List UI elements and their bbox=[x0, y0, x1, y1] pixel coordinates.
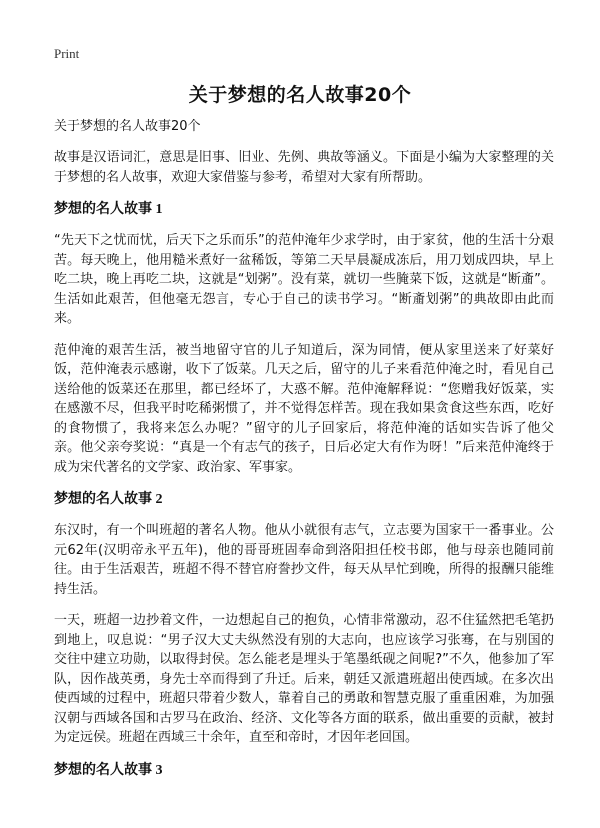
section-1-paragraph-2: 范仲淹的艰苦生活，被当地留守官的儿子知道后，深为同情，便从家里送来了好菜好饭，范仲淹表示感谢，收下了饭菜。几天之后，留守的儿子来看范仲淹之时，看见自己送给他的饭菜还在那里，都已经坏了，大惑不解。范仲淹解释说：“您赠我好饭菜，实在感激不尽，但我平时吃稀粥惯了，并不觉得怎样苦。现在我如果贪食这些东西，吃好的食物惯了，我将来怎么办呢？”留守的儿子回家后，将范仲淹的话如实告诉了他父亲。他父亲夸奖说：“真是一个有志气的孩子，日后必定大有作为呀！”后来范仲淹终于成为宋代著名的文学家、政治家、军事家。 bbox=[54, 342, 554, 475]
intro-paragraph: 故事是汉语词汇，意思是旧事、旧业、先例、典故等涵义。下面是小编为大家整理的关于梦想的名人故事，欢迎大家借鉴与参考，希望对大家有所帮助。 bbox=[54, 150, 554, 185]
section-heading-1: 梦想的名人故事 1 bbox=[54, 202, 163, 217]
section-2-paragraph-2: 一天，班超一边抄着文件，一边想起自己的抱负，心情非常激动，忍不住猛然把毛笔扔到地上，叹息说：“男子汉大丈夫纵然没有别的大志向，也应该学习张骞，在与别国的交往中建立功勋，以取得封侯。怎么能老是埋头于笔墨纸砚之间呢?”不久，他参加了军队，因作战英勇，身先士卒而得到了升迁。后来，朝廷又派遣班超出使西域。在多次出使西域的过程中，班超只带着少数人，靠着自己的勇敢和智慧克服了重重困难，为加强汉朝与西域各国和古罗马在政治、经济、文化等各方面的联系，做出重要的贡献，被封为定远侯。班超在西域三十余年，直至和帝时，才因年老回国。 bbox=[54, 613, 554, 745]
document-body bbox=[54, 118, 554, 792]
section-heading-3: 梦想的名人故事 3 bbox=[54, 762, 163, 778]
section-1-paragraph-1: “先天下之忧而忧，后天下之乐而乐”的范仲淹年少求学时，由于家贫，他的生活十分艰苦。每天晚上，他用糙米煮好一盆稀饭，等第二天早晨凝成冻后，用刀划成四块，早上吃二块，晚上再吃二块，这就是“划粥”。没有菜，就切一些腌菜下饭，这就是“断齑”。生活如此艰苦，但他毫无怨言，专心于自己的读书学习。“断齑划粥”的典故即由此而来。 bbox=[54, 233, 554, 326]
document-subtitle: 关于梦想的名人故事20个 bbox=[54, 119, 201, 134]
section-heading-2: 梦想的名人故事 2 bbox=[54, 492, 163, 507]
page-title: 关于梦想的名人故事20个 bbox=[188, 84, 412, 106]
print-link[interactable]: Print bbox=[54, 46, 80, 61]
section-2-paragraph-1: 东汉时，有一个叫班超的著名人物。他从小就很有志气，立志要为国家干一番事业。公元62年(汉明帝永平五年)，他的哥哥班固奉命到洛阳担任校书郎，他与母亲也随同前往。由于生活艰苦，班超不得不替官府誊抄文件，每天从早忙到晚，所得的报酬只能维持生活。 bbox=[54, 523, 554, 597]
